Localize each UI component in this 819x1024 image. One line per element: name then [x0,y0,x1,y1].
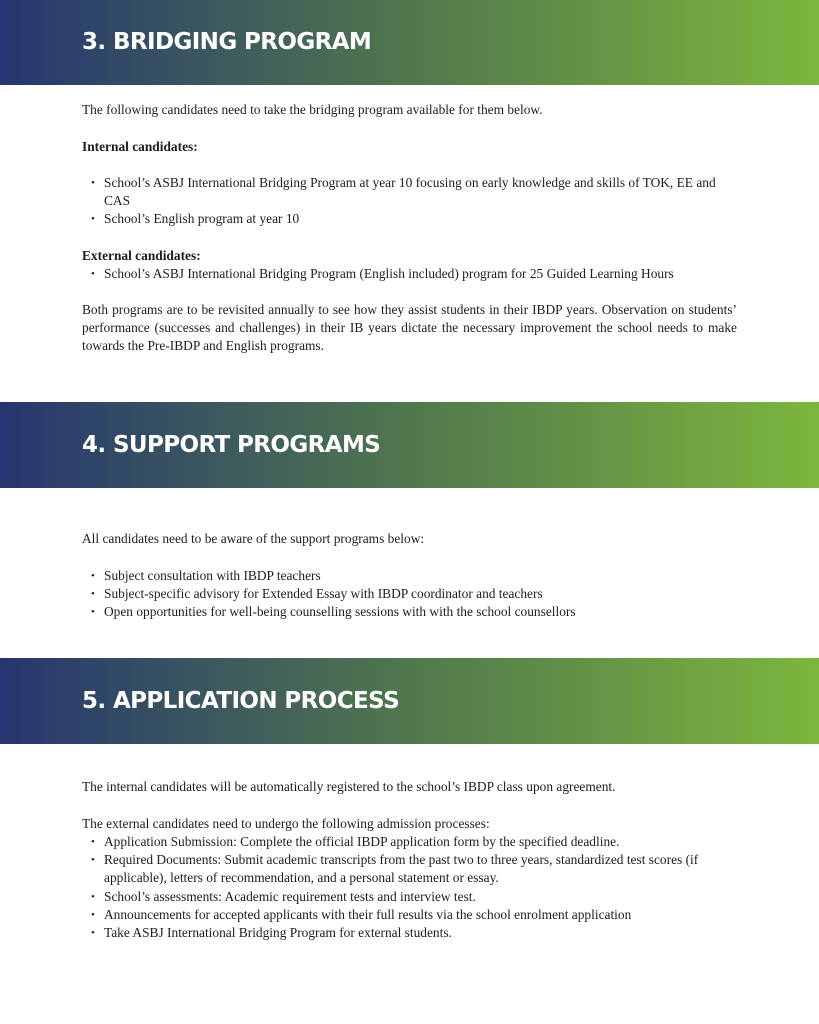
section-4-heading: 4. SUPPORT PROGRAMS [82,432,381,458]
list-item [82,851,737,887]
list-item [82,174,737,210]
section-3-header-band [0,0,819,85]
list-item [82,833,737,851]
bridging-closing-paragraph: Both programs are to be revisited annually to see how they assist students in their IBDP years. Observation on students’ performance (successes and challenges) in their IB years dictate the necessary improvement the school needs to make towards the Pre-IBDP and English programs. [82,302,737,354]
list-item [82,585,737,603]
list-item-text: Announcements for accepted applicants with their full results via the school enrolment application [104,906,632,922]
section-5-header-band [0,658,819,744]
list-item-text: Subject consultation with IBDP teachers [104,568,321,583]
support-programs-list [82,567,737,622]
list-item-text: Open opportunities for well-being counselling sessions with with the school counsellors [104,604,576,620]
list-item-text: Subject-specific advisory for Extended Essay with IBDP coordinator and teachers [104,586,543,602]
external-candidates-label: External candidates: [82,248,201,263]
internal-registration-note: The internal candidates will be automatically registered to the school’s IBDP class upon agreement. [82,779,616,794]
list-item-text: Application Submission: Complete the official IBDP application form by the specified deadline. [104,834,620,849]
internal-candidates-label: Internal candidates: [82,139,198,154]
support-intro: All candidates need to be aware of the support programs below: [82,531,425,546]
section-5-heading: 5. APPLICATION PROCESS [82,688,400,714]
external-candidates-list [82,265,737,283]
list-item [82,924,737,942]
section-4-header-band [0,402,819,488]
list-item-text: School’s ASBJ International Bridging Program (English included) program for 25 Guided Learning Hours [104,266,674,281]
section-3-heading: 3. BRIDGING PROGRAM [82,29,372,55]
list-item [82,888,737,906]
list-item [82,210,737,228]
list-item-text: Required Documents: Submit academic transcripts from the past two to three years, standardized test scores (if applicable), letters of recommendation, and a personal statement or essay. [104,852,699,886]
internal-candidates-list [82,174,737,229]
list-item [82,567,737,585]
list-item-text: School’s assessments: Academic requirement tests and interview test. [104,888,476,904]
admission-process-list [82,833,737,942]
list-item [82,265,737,283]
bridging-intro: The following candidates need to take the bridging program available for them below. [82,102,543,117]
list-item-text: Take ASBJ International Bridging Program for external students. [104,925,452,941]
list-item-text: School’s ASBJ International Bridging Program at year 10 focusing on early knowledge and skills of TOK, EE and CAS [104,175,716,209]
list-item [82,906,737,924]
external-admission-intro: The external candidates need to undergo the following admission processes: [82,816,490,831]
list-item-text: School’s English program at year 10 [104,211,300,227]
list-item [82,603,737,621]
